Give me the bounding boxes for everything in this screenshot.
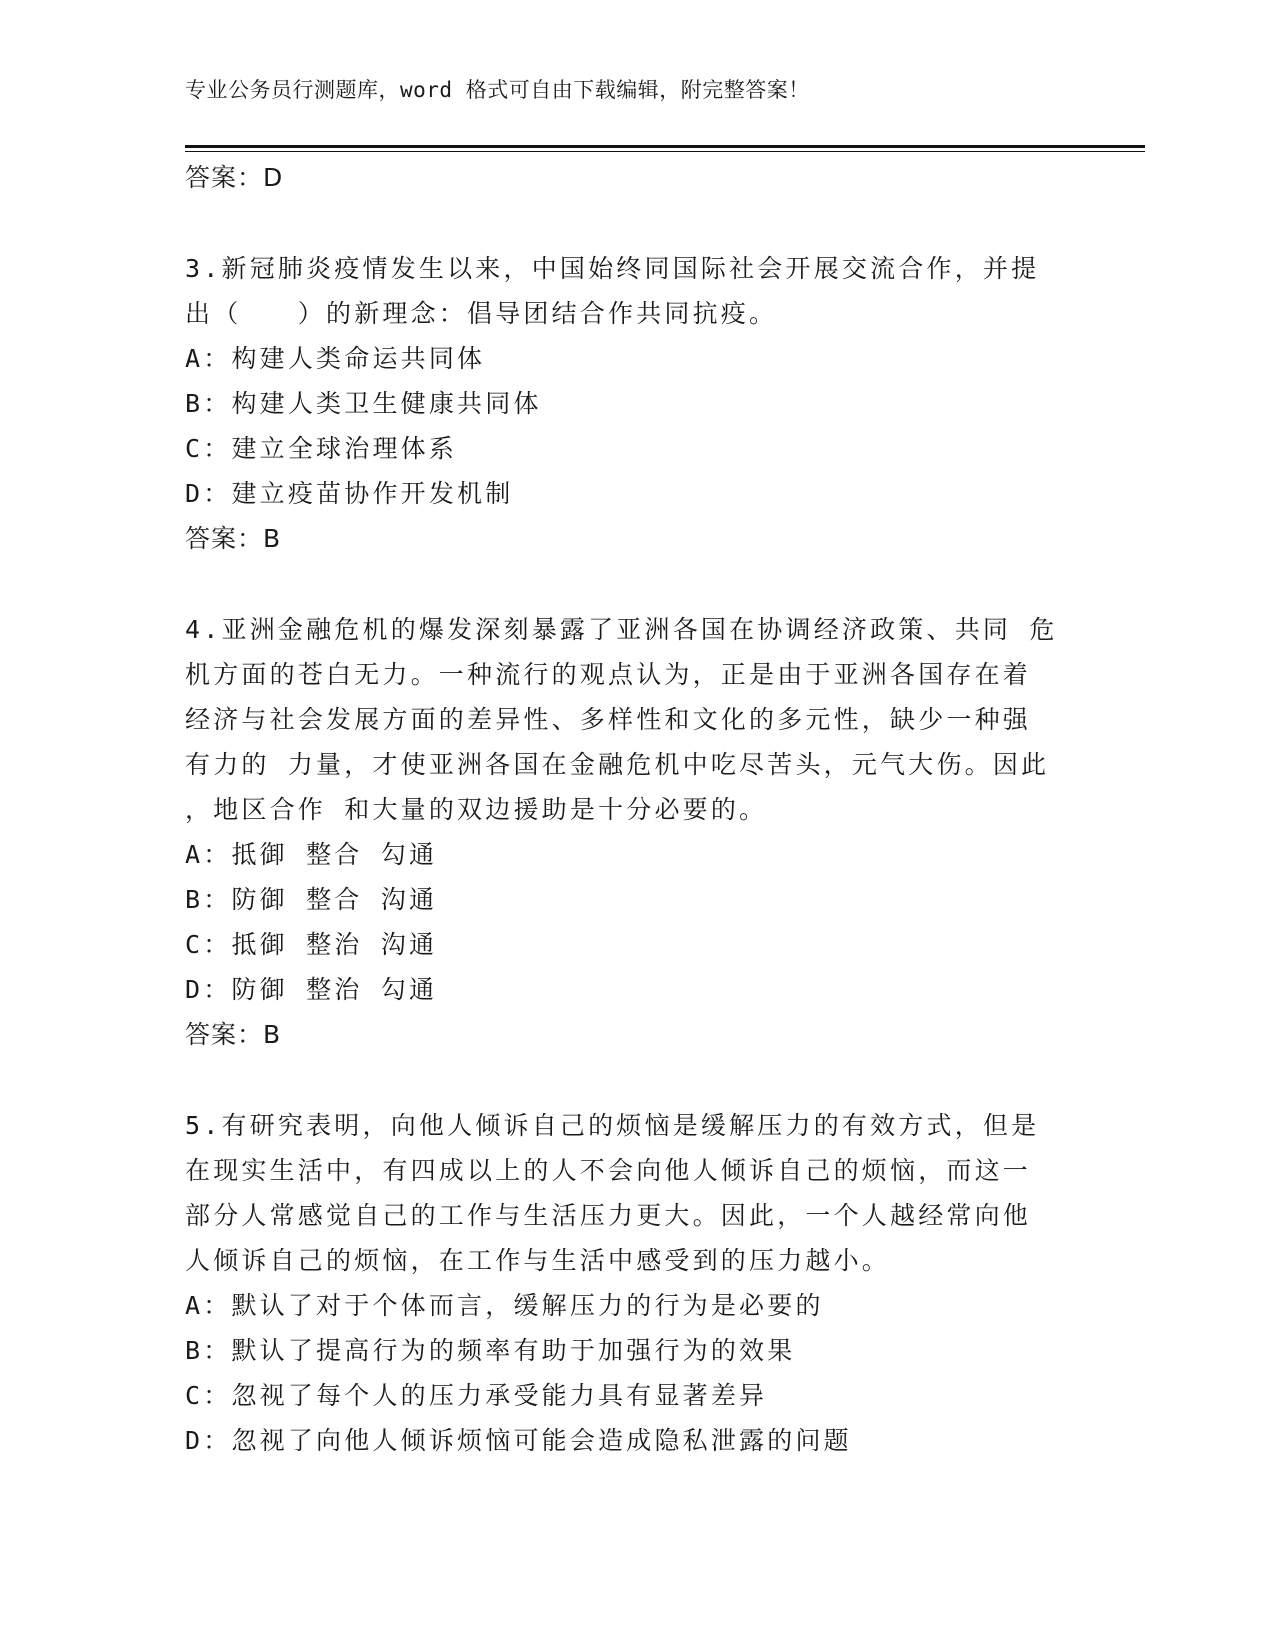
answer-line: 答案：B: [185, 524, 282, 553]
question-4-text: [185, 607, 1085, 832]
question-line: 在现实生活中，有四成以上的人不会向他人倾诉自己的烦恼，而这一: [185, 1156, 1032, 1185]
question-line: 经济与社会发展方面的差异性、多样性和文化的多元性，缺少一种强: [185, 705, 1032, 734]
option-d: D：忽视了向他人倾诉烦恼可能会造成隐私泄露的问题: [185, 1426, 852, 1455]
option-d: D：防御 整治 勾通: [185, 975, 438, 1004]
option-a: A：构建人类命运共同体: [185, 344, 486, 373]
question-line: 机方面的苍白无力。一种流行的观点认为，正是由于亚洲各国存在着: [185, 660, 1032, 689]
header-rule-thick: [185, 145, 1145, 148]
option-b: B：构建人类卫生健康共同体: [185, 389, 542, 418]
option-b: B：防御 整合 沟通: [185, 885, 438, 914]
option-c: C：忽视了每个人的压力承受能力具有显著差异: [185, 1381, 768, 1410]
option-b: B：默认了提高行为的频率有助于加强行为的效果: [185, 1336, 796, 1365]
question-line: 有力的 力量，才使亚洲各国在金融危机中吃尽苦头，元气大伤。因此: [185, 750, 1050, 779]
question-5-text: [185, 1103, 1085, 1283]
question-line: 人倾诉自己的烦恼，在工作与生活中感受到的压力越小。: [185, 1246, 891, 1275]
page-header: 专业公务员行测题库，word 格式可自由下载编辑，附完整答案！: [185, 78, 810, 102]
question-line: 5.有研究表明，向他人倾诉自己的烦恼是缓解压力的有效方式，但是: [185, 1111, 1040, 1140]
answer-line: 答案：D: [185, 163, 284, 192]
question-line: 部分人常感觉自己的工作与生活压力更大。因此，一个人越经常向他: [185, 1201, 1032, 1230]
question-list: [185, 155, 1085, 1463]
question-line: 4.亚洲金融危机的爆发深刻暴露了亚洲各国在协调经济政策、共同 危: [185, 615, 1058, 644]
question-3: [185, 246, 1085, 561]
option-c: C：建立全球治理体系: [185, 434, 458, 463]
question-5: [185, 1103, 1085, 1463]
answer-line: 答案：B: [185, 1020, 282, 1049]
question-3-text: [185, 246, 1085, 336]
question-line: 3.新冠肺炎疫情发生以来，中国始终同国际社会开展交流合作，并提: [185, 254, 1040, 283]
option-a: A：默认了对于个体而言，缓解压力的行为是必要的: [185, 1291, 824, 1320]
option-a: A：抵御 整合 勾通: [185, 840, 438, 869]
header-rule-thin: [185, 151, 1145, 152]
option-c: C：抵御 整治 沟通: [185, 930, 438, 959]
question-4: [185, 607, 1085, 1057]
question-line: 出（ ）的新理念：倡导团结合作共同抗疫。: [185, 299, 778, 328]
option-d: D：建立疫苗协作开发机制: [185, 479, 514, 508]
question-line: ，地区合作 和大量的双边援助是十分必要的。: [185, 795, 768, 824]
